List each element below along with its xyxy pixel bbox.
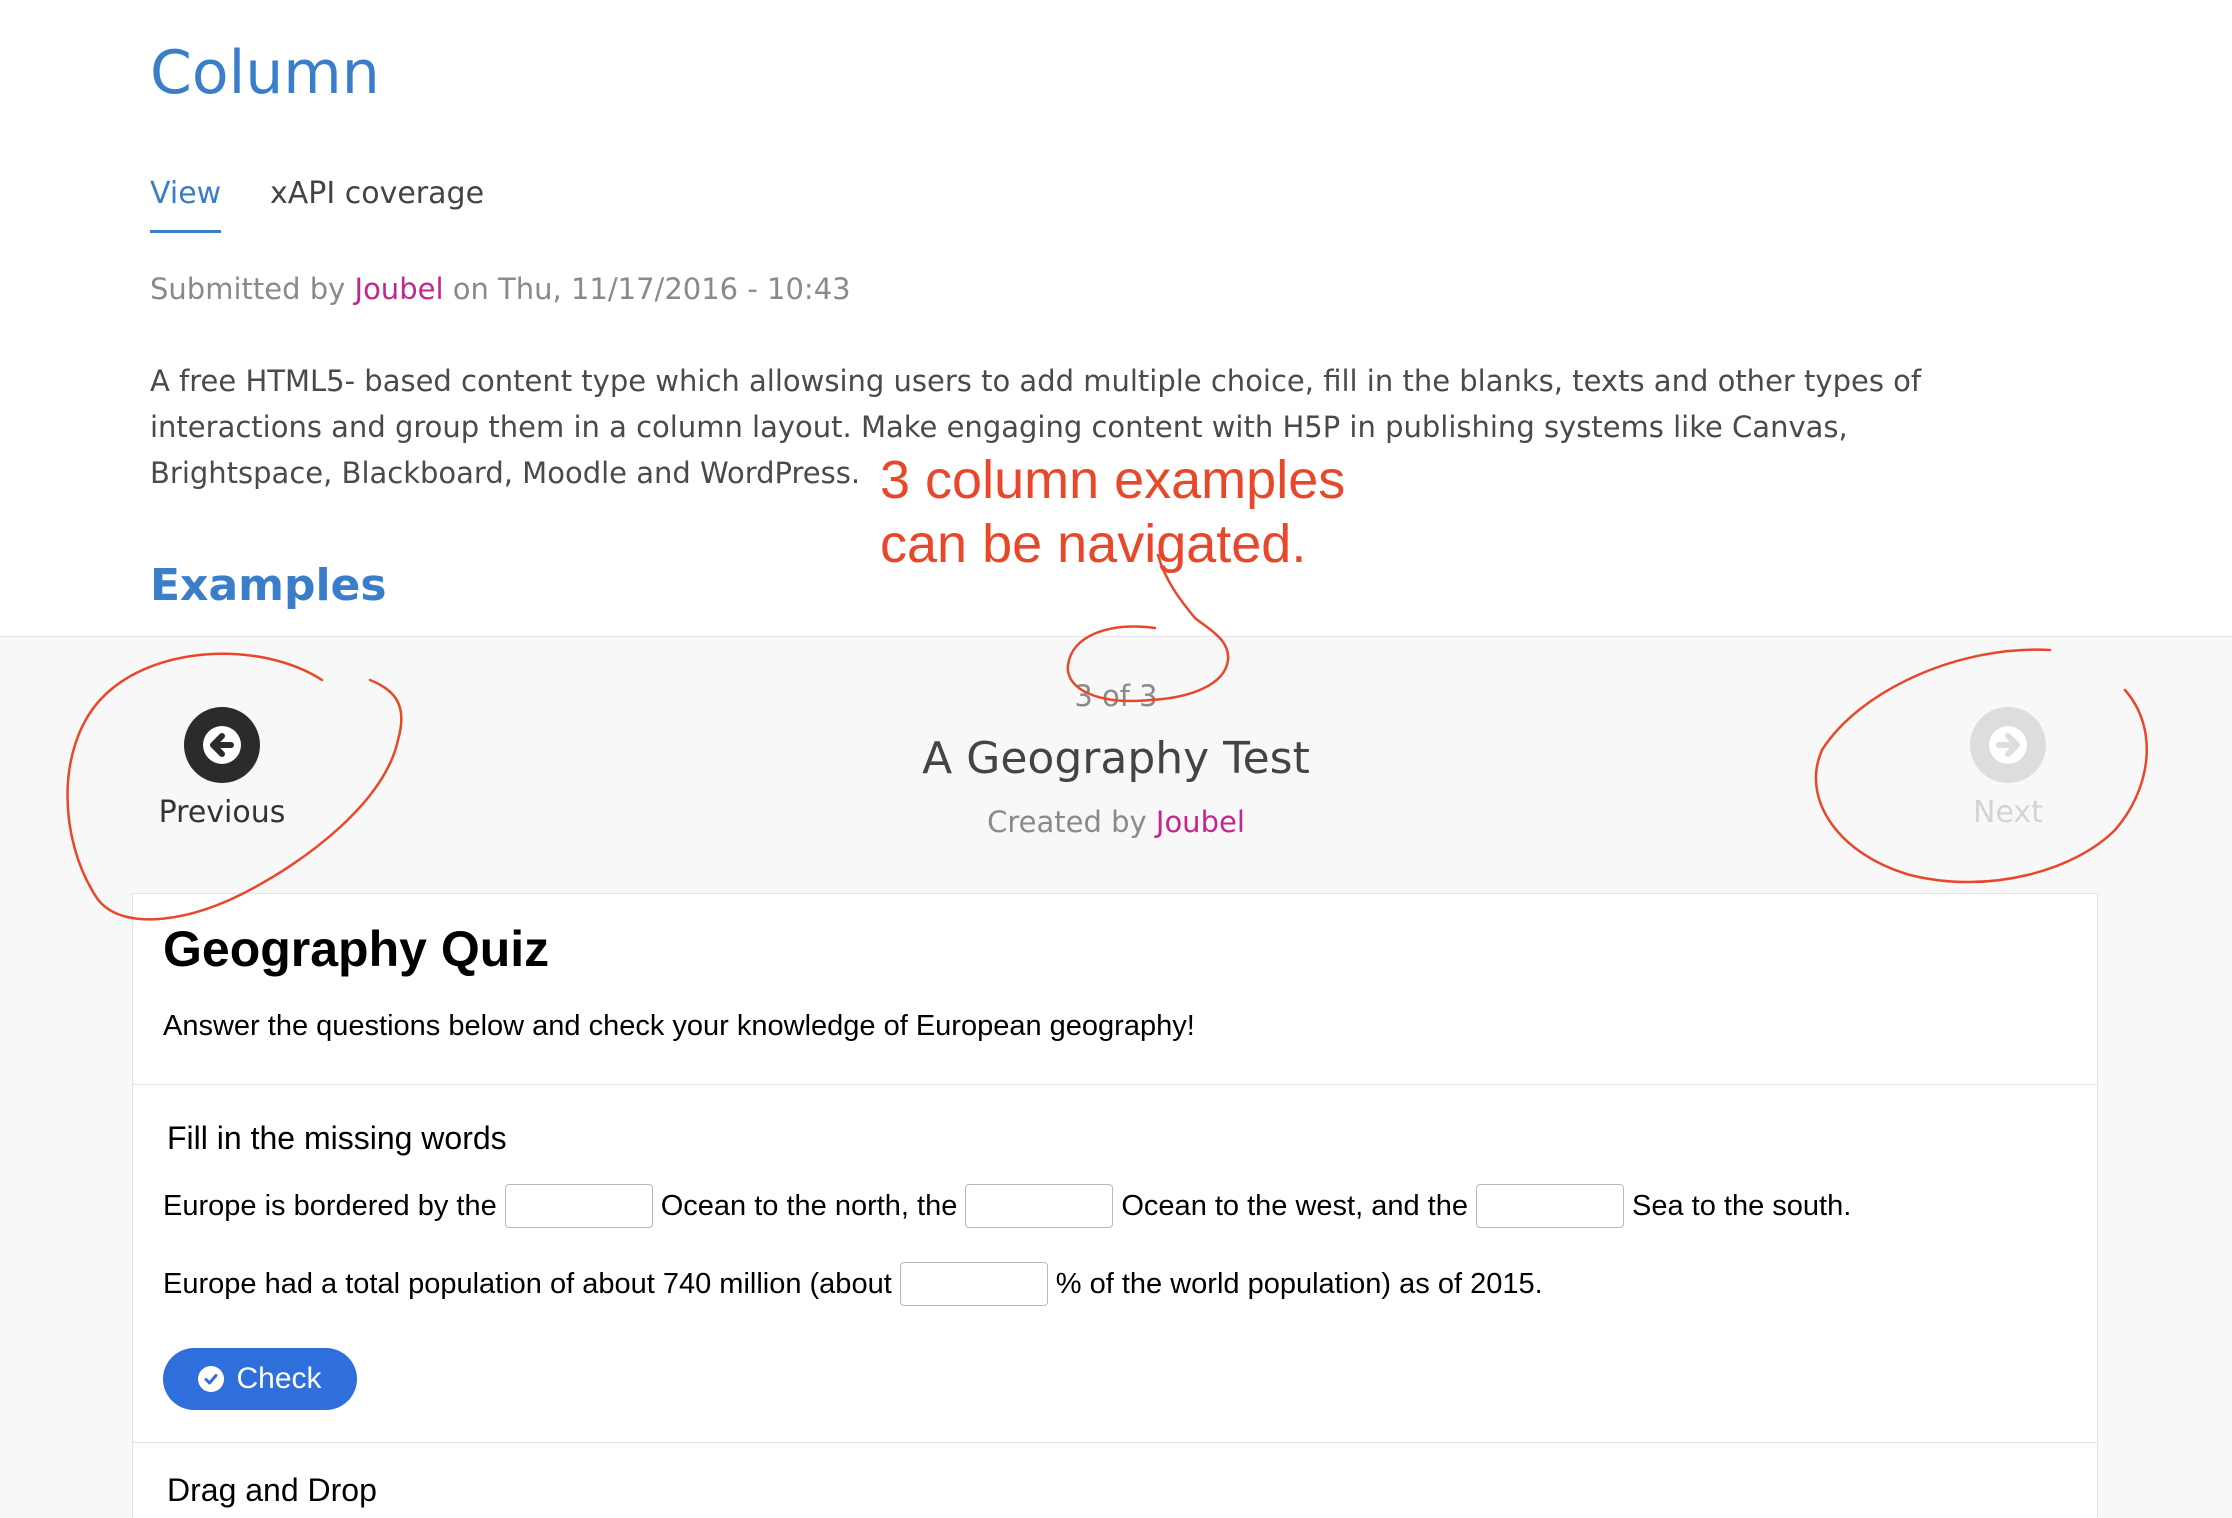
- question-text: % of the world population) as of 2015.: [1055, 1267, 1543, 1300]
- divider: [133, 1442, 2097, 1443]
- question-text: Sea to the south.: [1632, 1189, 1852, 1222]
- previous-button[interactable]: [122, 707, 322, 830]
- submitted-meta: [150, 272, 851, 306]
- fill-blanks-question-2: [163, 1262, 1543, 1306]
- description: A free HTML5- based content type which allowsing users to add multiple choice, fill in the blanks, texts and other types of interactions and group them in a column layout. Make engaging content with H5P in publishing systems like Canvas, Brightspace, Blackboard, Moodle and WordPress.: [150, 364, 1922, 490]
- examples-heading: Examples: [150, 560, 387, 611]
- previous-label: Previous: [158, 795, 286, 830]
- quiz-intro: Answer the questions below and check your knowledge of European geography!: [163, 1010, 1195, 1042]
- annotation-line: 3 column examples: [880, 450, 1346, 510]
- next-button[interactable]: [1908, 707, 2108, 830]
- next-label: Next: [1973, 795, 2043, 830]
- meta-date: on Thu, 11/17/2016 - 10:43: [443, 272, 851, 306]
- created-author-link[interactable]: Joubel: [1155, 805, 1245, 839]
- question-text: Europe is bordered by the: [163, 1189, 497, 1222]
- annotation-text: [880, 448, 1345, 576]
- quiz-content: [132, 893, 2098, 1518]
- examples-carousel: [0, 636, 2232, 1518]
- blank-input[interactable]: [965, 1184, 1113, 1228]
- check-circle-icon: [198, 1366, 224, 1392]
- fill-blanks-question-1: [163, 1184, 1851, 1228]
- created-prefix: Created by: [987, 805, 1156, 839]
- example-title: A Geography Test: [922, 733, 1310, 784]
- arrow-left-icon: [184, 707, 260, 783]
- tab-view[interactable]: View: [150, 176, 222, 211]
- fill-blanks-title: Fill in the missing words: [167, 1120, 507, 1156]
- tab-xapi-coverage[interactable]: xAPI coverage: [270, 176, 485, 211]
- question-text: Ocean to the north, the: [660, 1189, 958, 1222]
- blank-input[interactable]: [505, 1184, 653, 1228]
- check-button[interactable]: [163, 1348, 357, 1410]
- arrow-right-icon: [1970, 707, 2046, 783]
- meta-prefix: Submitted by: [150, 272, 355, 306]
- blank-input[interactable]: [1476, 1184, 1624, 1228]
- example-counter: 3 of 3: [1074, 679, 1158, 713]
- example-author: [0, 805, 2232, 839]
- quiz-title: Geography Quiz: [163, 921, 550, 977]
- annotation-line: can be navigated.: [880, 514, 1307, 574]
- author-link[interactable]: Joubel: [354, 272, 444, 306]
- divider: [133, 1084, 2097, 1085]
- question-text: Ocean to the west, and the: [1121, 1189, 1468, 1222]
- page-title: Column: [150, 38, 380, 108]
- question-text: Europe had a total population of about 740 million (about: [163, 1267, 892, 1300]
- blank-input[interactable]: [900, 1262, 1048, 1306]
- drag-drop-title: Drag and Drop: [167, 1472, 377, 1508]
- check-label: Check: [236, 1362, 322, 1395]
